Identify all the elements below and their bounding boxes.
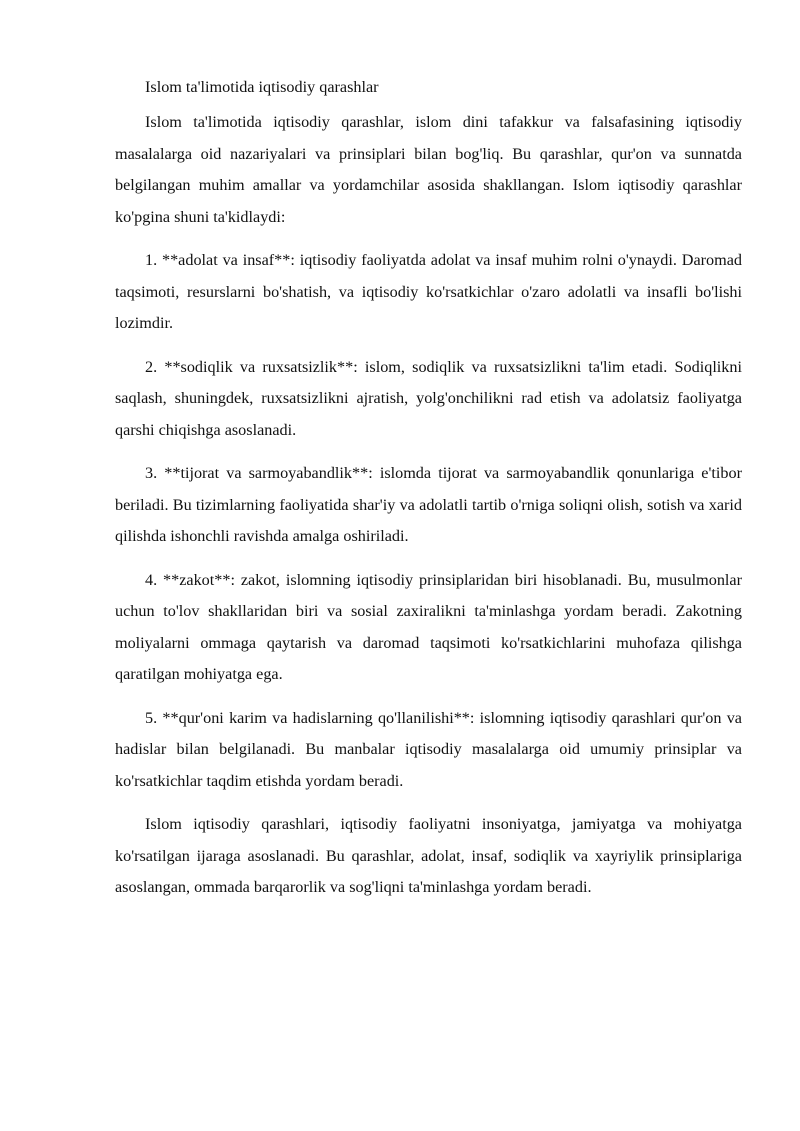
list-item-zakot: 4. **zakot**: zakot, islomning iqtisodiy prinsiplaridan biri hisoblanadi. Bu, musulmonlar uchun to'lov shakllaridan biri va sosial zaxiralikni ta'minlashga yordam beradi. Zakotning moliyalarni ommaga qaytarish va daromad taqsimoti ko'rsatkichlarini muhofaza qilishga qaratilgan mohiyatga ega. xyxy=(115,570,742,683)
document-body xyxy=(115,73,742,916)
list-item-sodiqlik: 2. **sodiqlik va ruxsatsizlik**: islom, sodiqlik va ruxsatsizlikni ta'lim etadi. Sodiqlikni saqlash, shuningdek, ruxsatsizlikni ajratish, yolg'onchilikni rad etish va adolatsiz faoliyatga qarshi chiqishga asoslanadi. xyxy=(115,357,742,439)
document-title: Islom ta'limotida iqtisodiy qarashlar xyxy=(145,78,379,96)
list-item-quron: 5. **qur'oni karim va hadislarning qo'llanilishi**: islomning iqtisodiy qarashlari qur'on va hadislar bilan belgilanadi. Bu manbalar iqtisodiy masalalarga oid umumiy prinsiplar va ko'rsatkichlar taqdim etishda yordam beradi. xyxy=(115,708,742,790)
intro-paragraph: Islom ta'limotida iqtisodiy qarashlar, islom dini tafakkur va falsafasining iqtisodiy masalalarga oid nazariyalari va prinsiplari bilan bog'liq. Bu qarashlar, qur'on va sunnatda belgilangan muhim amallar va yordamchilar asosida shakllangan. Islom iqtisodiy qarashlar ko'pgina shuni ta'kidlaydi: xyxy=(115,113,742,226)
conclusion-paragraph: Islom iqtisodiy qarashlari, iqtisodiy faoliyatni insoniyatga, jamiyatga va mohiyatga ko'rsatilgan ijaraga asoslanadi. Bu qarashlar, adolat, insaf, sodiqlik va xayriylik prinsiplariga asoslangan, ommada barqarorlik va sog'liqni ta'minlashga yordam beradi. xyxy=(115,815,742,896)
list-item-tijorat: 3. **tijorat va sarmoyabandlik**: islomda tijorat va sarmoyabandlik qonunlariga e'tibor beriladi. Bu tizimlarning faoliyatida shar'iy va adolatli tartib o'rniga soliqni olish, sotish va xarid qilishda ishonchli ravishda amalga oshiriladi. xyxy=(115,464,742,545)
list-item-adolat: 1. **adolat va insaf**: iqtisodiy faoliyatda adolat va insaf muhim rolni o'ynaydi. Daromad taqsimoti, resurslarni bo'shatish, va iqtisodiy ko'rsatkichlar o'zaro adolatli va insafli bo'lishi lozimdir. xyxy=(115,251,742,332)
